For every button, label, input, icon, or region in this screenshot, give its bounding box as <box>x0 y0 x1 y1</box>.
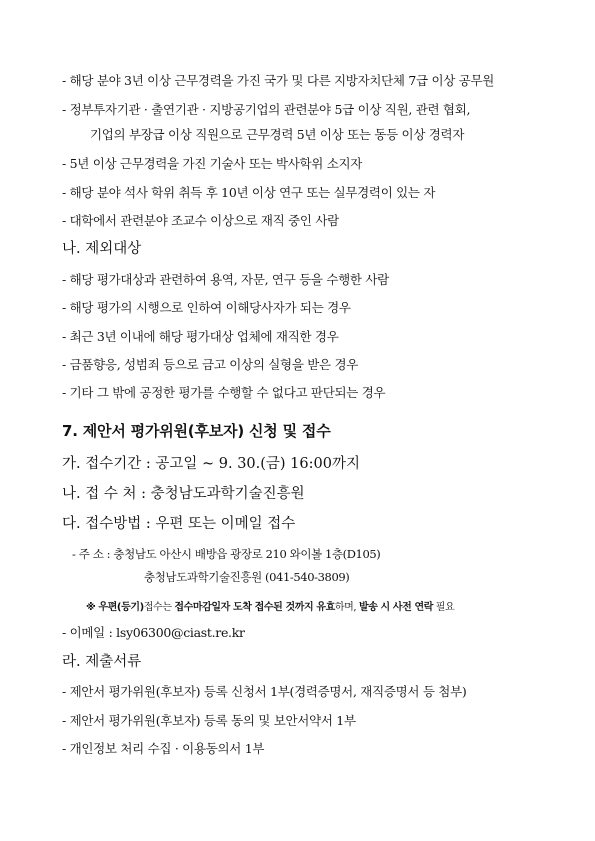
exclusion-item: - 해당 평가대상과 관련하여 용역, 자문, 연구 등을 수행한 사람 <box>62 272 389 287</box>
exclusion-item: - 최근 3년 이내에 해당 평가대상 업체에 재직한 경우 <box>62 329 339 344</box>
postal-note: ※ 우편(등기)접수는 접수마감일자 도착 접수된 것까지 유효하며, 발송 시 사전 연락 필요 <box>86 602 455 613</box>
qualification-item: - 대학에서 관련분야 조교수 이상으로 재직 중인 사람 <box>62 213 339 228</box>
exclusion-item: - 기타 그 밖에 공정한 평가를 수행할 수 없다고 판단되는 경우 <box>62 385 386 400</box>
submission-place: 나. 접 수 처 : 충청남도과학기술진흥원 <box>62 486 305 502</box>
exclusions-heading: 나. 제외대상 <box>62 241 142 257</box>
document-item: - 제안서 평가위원(후보자) 등록 신청서 1부(경력증명서, 재직증명서 등 첨부) <box>62 684 467 699</box>
submission-period: 가. 접수기간 : 공고일 ~ 9. 30.(금) 16:00까지 <box>62 456 360 472</box>
qualification-item: - 해당 분야 석사 학위 취득 후 10년 이상 연구 또는 실무경력이 있는 자 <box>62 185 436 200</box>
qualification-item: - 정부투자기관 · 출연기관 · 지방공기업의 관련분야 5급 이상 직원, 관련 협회, <box>62 102 471 117</box>
address-line-2: 충청남도과학기술진흥원 (041-540-3809) <box>144 570 350 584</box>
submission-method: 다. 접수방법 : 우편 또는 이메일 접수 <box>62 516 296 532</box>
qualification-item: - 해당 분야 3년 이상 근무경력을 가진 국가 및 다른 지방자치단체 7급 이상 공무원 <box>62 73 495 88</box>
note-bold-deadline: 접수마감일자 도착 접수된 것까지 유효 <box>174 602 335 613</box>
exclusion-item: - 금품향응, 성범죄 등으로 금고 이상의 실형을 받은 경우 <box>62 357 359 372</box>
qualification-item-continuation: 기업의 부장급 이상 직원으로 근무경력 5년 이상 또는 동등 이상 경력자 <box>90 127 465 142</box>
note-bold-postal: 우편(등기) <box>98 602 144 613</box>
section-7-title: 7. 제안서 평가위원(후보자) 신청 및 접수 <box>62 422 331 440</box>
address-line: - 주 소 : 충청남도 아산시 배방읍 광장로 210 와이볼 1층(D105) <box>72 547 381 561</box>
email-line: - 이메일 : lsy06300@ciast.re.kr <box>62 625 245 640</box>
qualification-item: - 5년 이상 근무경력을 가진 기술사 또는 박사학위 소지자 <box>62 156 363 171</box>
note-bold-contact: 발송 시 사전 연락 <box>358 602 434 613</box>
documents-heading: 라. 제출서류 <box>62 654 142 670</box>
exclusion-item: - 해당 평가의 시행으로 인하여 이해당사자가 되는 경우 <box>62 300 351 315</box>
document-item: - 개인정보 처리 수집 · 이용동의서 1부 <box>62 741 265 756</box>
document-item: - 제안서 평가위원(후보자) 등록 동의 및 보안서약서 1부 <box>62 713 356 728</box>
